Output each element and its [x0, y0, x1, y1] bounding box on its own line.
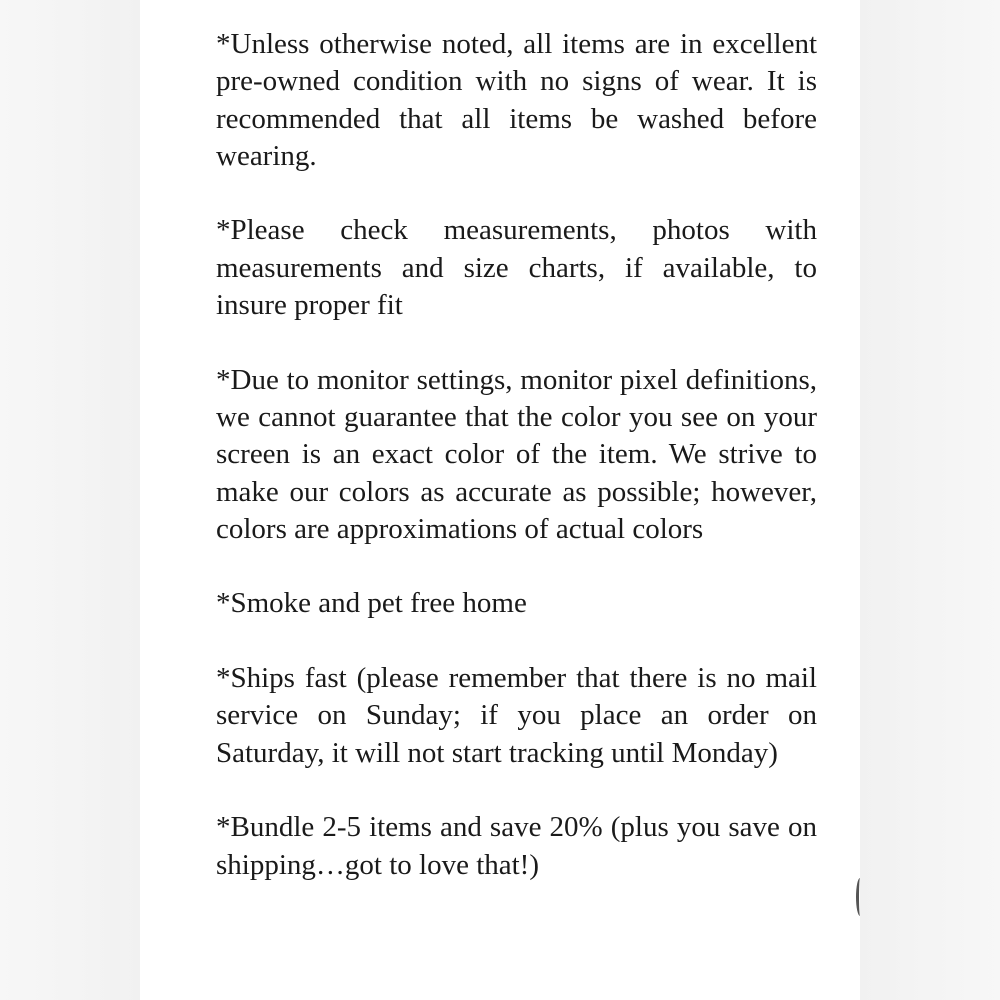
- left-margin: [0, 0, 140, 1000]
- note-measurements: *Please check measurements, photos with measurements and size charts, if available, to insure proper fit: [216, 214, 817, 322]
- note-smoke-pet-free: *Smoke and pet free home: [216, 587, 527, 620]
- note-shipping: *Ships fast (please remember that there is no mail service on Sunday; if you place an order on Saturday, it will not start tracking until Monday): [216, 662, 817, 769]
- note-condition: *Unless otherwise noted, all items are in excellent pre-owned condition with no signs of wear. It is recommended that all items be washed before wearing.: [216, 28, 817, 172]
- note-bundle-discount: *Bundle 2-5 items and save 20% (plus you save on shipping…got to love that!): [216, 811, 817, 881]
- right-margin: [860, 0, 1000, 1000]
- edge-mark: [856, 878, 864, 916]
- note-color-accuracy: *Due to monitor settings, monitor pixel definitions, we cannot guarantee that the color you see on your screen is an exact color of the item. We strive to make our colors as accurate as possible; however, colors are approximations of actual colors: [216, 363, 817, 545]
- listing-notes: [216, 26, 817, 884]
